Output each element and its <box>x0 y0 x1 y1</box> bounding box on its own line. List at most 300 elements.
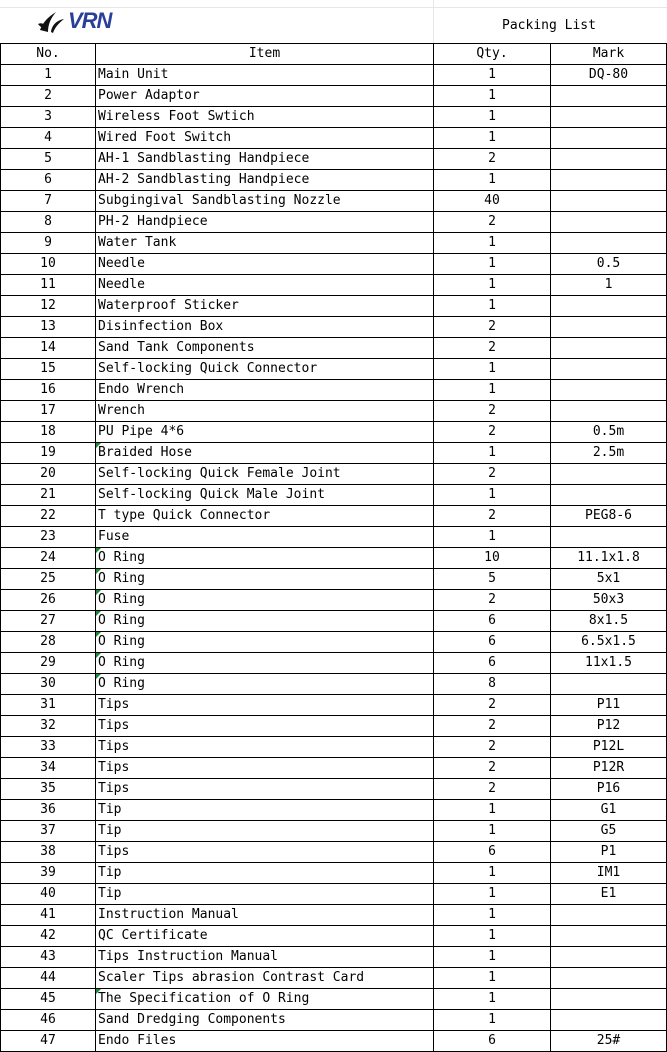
cell-qty[interactable] <box>434 506 551 527</box>
cell-item[interactable] <box>96 947 434 968</box>
cell-item[interactable] <box>96 842 434 863</box>
cell-mark[interactable] <box>551 86 667 107</box>
cell-qty[interactable] <box>434 590 551 611</box>
cell-item-text: T type Quick Connector <box>98 508 271 523</box>
cell-item[interactable] <box>96 191 434 212</box>
cell-mark[interactable] <box>551 317 667 338</box>
cell-mark-text: P11 <box>596 697 621 712</box>
cell-no-text: 21 <box>40 487 56 502</box>
cell-qty[interactable] <box>434 86 551 107</box>
cell-no[interactable] <box>1 128 96 149</box>
cell-mark[interactable] <box>551 149 667 170</box>
cell-no[interactable] <box>1 989 96 1010</box>
cell-qty[interactable] <box>434 758 551 779</box>
cell-no-text: 43 <box>40 949 56 964</box>
table-row <box>1 464 667 485</box>
cell-no[interactable] <box>1 65 96 86</box>
cell-qty[interactable] <box>434 422 551 443</box>
cell-no-text: 18 <box>40 424 56 439</box>
cell-item-text: Sand Dredging Components <box>98 1012 286 1027</box>
cell-qty-text: 2 <box>488 781 496 796</box>
cell-item[interactable] <box>96 800 434 821</box>
cell-qty[interactable] <box>434 989 551 1010</box>
cell-no[interactable] <box>1 968 96 989</box>
cell-qty-text: 1 <box>488 865 496 880</box>
cell-no-text: 20 <box>40 466 56 481</box>
table-row <box>1 758 667 779</box>
cell-mark[interactable] <box>551 296 667 317</box>
cell-qty-text: 2 <box>488 319 496 334</box>
cell-mark-text: P12R <box>592 760 625 775</box>
cell-mark[interactable] <box>551 359 667 380</box>
cell-item-text: Power Adaptor <box>98 88 200 103</box>
cell-mark[interactable] <box>551 863 667 884</box>
cell-item[interactable] <box>96 128 434 149</box>
cell-item[interactable] <box>96 926 434 947</box>
cell-no[interactable] <box>1 191 96 212</box>
cell-no[interactable] <box>1 275 96 296</box>
cell-qty-text: 2 <box>488 739 496 754</box>
cell-qty-text: 1 <box>488 298 496 313</box>
cell-qty[interactable] <box>434 443 551 464</box>
cell-qty[interactable] <box>434 527 551 548</box>
cell-no-text: 31 <box>40 697 56 712</box>
cell-item-text: Tip <box>98 823 122 838</box>
cell-no[interactable] <box>1 863 96 884</box>
cell-mark[interactable] <box>551 1010 667 1031</box>
cell-qty[interactable] <box>434 695 551 716</box>
cell-qty[interactable] <box>434 884 551 905</box>
cell-item-text: Braided Hose <box>98 445 192 460</box>
cell-item[interactable] <box>96 380 434 401</box>
cell-mark[interactable] <box>551 947 667 968</box>
cell-item[interactable] <box>96 569 434 590</box>
table-row <box>1 716 667 737</box>
cell-no[interactable] <box>1 443 96 464</box>
table-row <box>1 506 667 527</box>
cell-mark[interactable] <box>551 842 667 863</box>
cell-mark[interactable] <box>551 401 667 422</box>
cell-mark[interactable] <box>551 254 667 275</box>
cell-mark[interactable] <box>551 884 667 905</box>
cell-qty-text: 2 <box>488 718 496 733</box>
cell-no-text: 27 <box>40 613 56 628</box>
cell-item[interactable] <box>96 233 434 254</box>
cell-qty[interactable] <box>434 632 551 653</box>
cell-qty[interactable] <box>434 1010 551 1031</box>
cell-qty[interactable] <box>434 464 551 485</box>
cell-qty[interactable] <box>434 821 551 842</box>
cell-item[interactable] <box>96 863 434 884</box>
cell-item[interactable] <box>96 170 434 191</box>
cell-mark[interactable] <box>551 65 667 86</box>
cell-mark[interactable] <box>551 170 667 191</box>
cell-item[interactable] <box>96 338 434 359</box>
cell-no-text: 1 <box>44 67 52 82</box>
cell-no[interactable] <box>1 632 96 653</box>
cell-item[interactable] <box>96 317 434 338</box>
cell-mark[interactable] <box>551 464 667 485</box>
cell-qty[interactable] <box>434 380 551 401</box>
cell-item[interactable] <box>96 989 434 1010</box>
table-row <box>1 800 667 821</box>
table-row <box>1 254 667 275</box>
cell-no[interactable] <box>1 527 96 548</box>
cell-item[interactable] <box>96 254 434 275</box>
table-row <box>1 905 667 926</box>
cell-no[interactable] <box>1 359 96 380</box>
table-row <box>1 191 667 212</box>
cell-no-text: 29 <box>40 655 56 670</box>
cell-item-text: Subgingival Sandblasting Nozzle <box>98 193 341 208</box>
cell-mark[interactable] <box>551 674 667 695</box>
cell-item-text: Self-locking Quick Female Joint <box>98 466 341 481</box>
cell-no-text: 5 <box>44 151 52 166</box>
cell-no[interactable] <box>1 716 96 737</box>
cell-no-text: 8 <box>44 214 52 229</box>
cell-qty[interactable] <box>434 737 551 758</box>
cell-no[interactable] <box>1 548 96 569</box>
cell-item[interactable] <box>96 884 434 905</box>
cell-no[interactable] <box>1 569 96 590</box>
cell-no-text: 35 <box>40 781 56 796</box>
cell-no[interactable] <box>1 485 96 506</box>
cell-item[interactable] <box>96 590 434 611</box>
cell-mark[interactable] <box>551 422 667 443</box>
cell-item[interactable] <box>96 401 434 422</box>
cell-mark[interactable] <box>551 968 667 989</box>
cell-qty[interactable] <box>434 296 551 317</box>
cell-no-text: 37 <box>40 823 56 838</box>
table-row <box>1 779 667 800</box>
cell-qty[interactable] <box>434 779 551 800</box>
cell-mark[interactable] <box>551 800 667 821</box>
table-row <box>1 443 667 464</box>
cell-item[interactable] <box>96 527 434 548</box>
cell-item-text: Wireless Foot Swtich <box>98 109 255 124</box>
cell-no-text: 41 <box>40 907 56 922</box>
cell-qty-text: 1 <box>488 949 496 964</box>
comment-flag-icon <box>96 653 101 658</box>
cell-no[interactable] <box>1 1031 96 1052</box>
cell-item[interactable] <box>96 611 434 632</box>
cell-qty-text: 2 <box>488 340 496 355</box>
column-header-no[interactable]: No. <box>1 44 96 65</box>
cell-no[interactable] <box>1 779 96 800</box>
cell-qty[interactable] <box>434 653 551 674</box>
cell-item-text: AH-2 Sandblasting Handpiece <box>98 172 310 187</box>
cell-item[interactable] <box>96 737 434 758</box>
cell-mark[interactable] <box>551 1031 667 1052</box>
cell-item[interactable] <box>96 485 434 506</box>
cell-qty-text: 1 <box>488 130 496 145</box>
cell-mark[interactable] <box>551 128 667 149</box>
cell-mark[interactable] <box>551 653 667 674</box>
cell-no[interactable] <box>1 821 96 842</box>
cell-no[interactable] <box>1 947 96 968</box>
cell-no[interactable] <box>1 842 96 863</box>
cell-qty[interactable] <box>434 842 551 863</box>
cell-item[interactable] <box>96 275 434 296</box>
cell-item[interactable] <box>96 1010 434 1031</box>
cell-no[interactable] <box>1 506 96 527</box>
cell-qty[interactable] <box>434 548 551 569</box>
cell-item[interactable] <box>96 968 434 989</box>
cell-item[interactable] <box>96 653 434 674</box>
cell-no[interactable] <box>1 170 96 191</box>
cell-item[interactable] <box>96 821 434 842</box>
cell-mark[interactable] <box>551 611 667 632</box>
cell-mark[interactable] <box>551 758 667 779</box>
cell-mark[interactable] <box>551 989 667 1010</box>
cell-item[interactable] <box>96 905 434 926</box>
cell-item[interactable] <box>96 359 434 380</box>
cell-item[interactable] <box>96 1031 434 1052</box>
cell-qty-text: 6 <box>488 655 496 670</box>
cell-item[interactable] <box>96 632 434 653</box>
cell-qty[interactable] <box>434 401 551 422</box>
cell-qty[interactable] <box>434 338 551 359</box>
cell-no[interactable] <box>1 107 96 128</box>
cell-no[interactable] <box>1 926 96 947</box>
cell-mark[interactable] <box>551 821 667 842</box>
cell-qty[interactable] <box>434 233 551 254</box>
cell-qty[interactable] <box>434 485 551 506</box>
cell-no-text: 44 <box>40 970 56 985</box>
cell-item-text: O Ring <box>98 634 145 649</box>
table-row <box>1 842 667 863</box>
table-row <box>1 674 667 695</box>
cell-no-text: 33 <box>40 739 56 754</box>
table-row <box>1 632 667 653</box>
table-header-row <box>1 44 667 65</box>
table-row <box>1 107 667 128</box>
brand-logo <box>36 6 111 36</box>
cell-qty[interactable] <box>434 968 551 989</box>
cell-no[interactable] <box>1 212 96 233</box>
cell-mark[interactable] <box>551 107 667 128</box>
cell-no[interactable] <box>1 758 96 779</box>
cell-qty[interactable] <box>434 107 551 128</box>
document-title: Packing List <box>502 18 596 33</box>
cell-item-text: O Ring <box>98 655 145 670</box>
cell-qty-text: 6 <box>488 613 496 628</box>
cell-qty-text: 10 <box>484 550 500 565</box>
cell-qty[interactable] <box>434 716 551 737</box>
cell-item-text: Instruction Manual <box>98 907 239 922</box>
cell-no[interactable] <box>1 590 96 611</box>
cell-no[interactable] <box>1 380 96 401</box>
cell-qty[interactable] <box>434 863 551 884</box>
cell-qty[interactable] <box>434 149 551 170</box>
cell-mark[interactable] <box>551 926 667 947</box>
cell-qty-text: 1 <box>488 1012 496 1027</box>
cell-item[interactable] <box>96 107 434 128</box>
cell-no-text: 19 <box>40 445 56 460</box>
cell-qty[interactable] <box>434 905 551 926</box>
cell-no-text: 28 <box>40 634 56 649</box>
cell-no[interactable] <box>1 317 96 338</box>
cell-mark[interactable] <box>551 275 667 296</box>
cell-qty-text: 1 <box>488 172 496 187</box>
column-header-mark[interactable]: Mark <box>551 44 667 65</box>
cell-no[interactable] <box>1 695 96 716</box>
cell-item-text: Tips <box>98 760 130 775</box>
table-row <box>1 212 667 233</box>
cell-no-text: 34 <box>40 760 56 775</box>
cell-no[interactable] <box>1 464 96 485</box>
table-row <box>1 149 667 170</box>
cell-item[interactable] <box>96 86 434 107</box>
cell-item[interactable] <box>96 758 434 779</box>
cell-item[interactable] <box>96 548 434 569</box>
cell-qty-text: 1 <box>488 886 496 901</box>
cell-no-text: 10 <box>40 256 56 271</box>
cell-mark[interactable] <box>551 695 667 716</box>
cell-no[interactable] <box>1 1010 96 1031</box>
cell-qty-text: 8 <box>488 676 496 691</box>
cell-no[interactable] <box>1 653 96 674</box>
cell-qty[interactable] <box>434 212 551 233</box>
cell-item-text: Needle <box>98 256 145 271</box>
cell-qty-text: 1 <box>488 991 496 1006</box>
cell-mark-text: DQ-80 <box>588 67 629 82</box>
cell-item-text: O Ring <box>98 592 145 607</box>
cell-no[interactable] <box>1 674 96 695</box>
cell-qty[interactable] <box>434 926 551 947</box>
cell-qty-text: 1 <box>488 109 496 124</box>
cell-qty[interactable] <box>434 275 551 296</box>
cell-no-text: 25 <box>40 571 56 586</box>
cell-qty[interactable] <box>434 1031 551 1052</box>
cell-mark-text: P1 <box>600 844 617 859</box>
cell-item[interactable] <box>96 779 434 800</box>
cell-qty[interactable] <box>434 674 551 695</box>
cell-no[interactable] <box>1 611 96 632</box>
cell-qty-text: 2 <box>488 592 496 607</box>
cell-mark[interactable] <box>551 716 667 737</box>
column-header-item[interactable]: Item <box>96 44 434 65</box>
cell-qty[interactable] <box>434 128 551 149</box>
cell-item-text: Wrench <box>98 403 145 418</box>
cell-mark[interactable] <box>551 338 667 359</box>
table-row <box>1 128 667 149</box>
cell-no-text: 4 <box>44 130 52 145</box>
cell-item[interactable] <box>96 674 434 695</box>
cell-qty[interactable] <box>434 191 551 212</box>
cell-mark[interactable] <box>551 527 667 548</box>
cell-qty-text: 1 <box>488 361 496 376</box>
cell-item-text: O Ring <box>98 676 145 691</box>
cell-item[interactable] <box>96 443 434 464</box>
packing-list-table <box>0 43 667 1052</box>
cell-mark[interactable] <box>551 905 667 926</box>
cell-qty-text: 1 <box>488 277 496 292</box>
cell-item[interactable] <box>96 695 434 716</box>
cell-qty-text: 1 <box>488 382 496 397</box>
cell-mark-text: 25# <box>596 1033 621 1048</box>
cell-item[interactable] <box>96 212 434 233</box>
cell-no[interactable] <box>1 800 96 821</box>
cell-mark[interactable] <box>551 548 667 569</box>
cell-no[interactable] <box>1 254 96 275</box>
cell-no-text: 26 <box>40 592 56 607</box>
cell-no[interactable] <box>1 401 96 422</box>
cell-item[interactable] <box>96 149 434 170</box>
cell-qty-text: 1 <box>488 67 496 82</box>
table-row <box>1 317 667 338</box>
cell-mark[interactable] <box>551 212 667 233</box>
table-row <box>1 611 667 632</box>
cell-item[interactable] <box>96 65 434 86</box>
cell-qty[interactable] <box>434 611 551 632</box>
cell-qty[interactable] <box>434 800 551 821</box>
cell-item[interactable] <box>96 422 434 443</box>
cell-item-text: Self-locking Quick Connector <box>98 361 318 376</box>
cell-mark-text: E1 <box>600 886 617 901</box>
cell-qty[interactable] <box>434 65 551 86</box>
cell-no[interactable] <box>1 86 96 107</box>
cell-mark[interactable] <box>551 506 667 527</box>
cell-item[interactable] <box>96 464 434 485</box>
cell-qty[interactable] <box>434 170 551 191</box>
cell-mark[interactable] <box>551 380 667 401</box>
cell-no[interactable] <box>1 296 96 317</box>
cell-mark[interactable] <box>551 485 667 506</box>
cell-no[interactable] <box>1 233 96 254</box>
cell-qty[interactable] <box>434 947 551 968</box>
cell-qty-text: 5 <box>488 571 496 586</box>
column-header-qty[interactable]: Qty. <box>434 44 551 65</box>
cell-item-text: Tips <box>98 781 130 796</box>
cell-no[interactable] <box>1 422 96 443</box>
cell-no-text: 14 <box>40 340 56 355</box>
cell-qty[interactable] <box>434 569 551 590</box>
cell-mark[interactable] <box>551 779 667 800</box>
cell-item[interactable] <box>96 716 434 737</box>
cell-no[interactable] <box>1 149 96 170</box>
cell-qty[interactable] <box>434 254 551 275</box>
cell-item-text: Fuse <box>98 529 130 544</box>
cell-no[interactable] <box>1 338 96 359</box>
cell-item[interactable] <box>96 296 434 317</box>
cell-mark[interactable] <box>551 590 667 611</box>
cell-mark[interactable] <box>551 443 667 464</box>
cell-item[interactable] <box>96 506 434 527</box>
cell-mark[interactable] <box>551 569 667 590</box>
cell-mark[interactable] <box>551 632 667 653</box>
cell-no[interactable] <box>1 737 96 758</box>
cell-qty[interactable] <box>434 317 551 338</box>
cell-mark[interactable] <box>551 233 667 254</box>
cell-qty-text: 6 <box>488 634 496 649</box>
cell-mark-text: G5 <box>600 823 617 838</box>
cell-qty[interactable] <box>434 359 551 380</box>
table-row <box>1 401 667 422</box>
cell-no-text: 7 <box>44 193 52 208</box>
cell-no[interactable] <box>1 905 96 926</box>
table-row <box>1 1010 667 1031</box>
comment-flag-icon <box>96 548 101 553</box>
cell-mark-text: 8x1.5 <box>588 613 629 628</box>
cell-no[interactable] <box>1 884 96 905</box>
sheet-header <box>0 0 667 43</box>
cell-mark[interactable] <box>551 191 667 212</box>
leaf-logo-icon <box>36 6 66 36</box>
cell-mark[interactable] <box>551 737 667 758</box>
cell-qty-text: 2 <box>488 214 496 229</box>
cell-item-text: Endo Files <box>98 1033 177 1048</box>
